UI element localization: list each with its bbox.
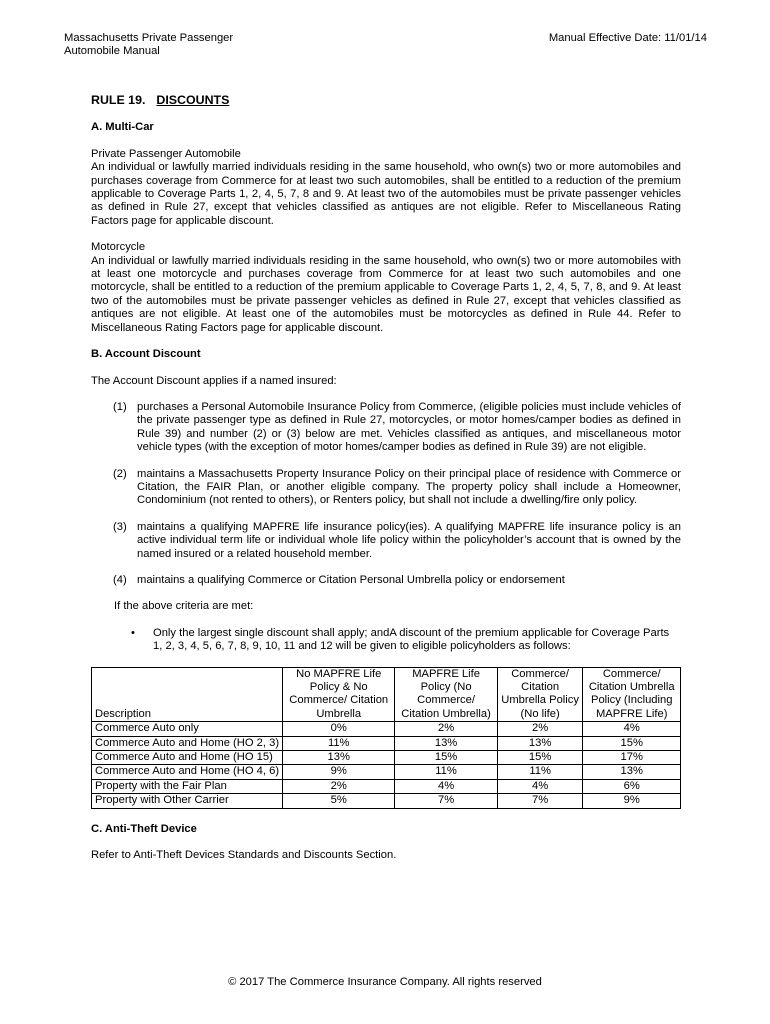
- table-cell: 9%: [583, 794, 681, 808]
- table-cell: 2%: [497, 722, 583, 736]
- table-header-cell: MAPFRE Life Policy (No Commerce/ Citation Umbrella): [395, 667, 497, 722]
- header-left: [64, 32, 233, 59]
- criteria-item-text: maintains a Massachusetts Property Insurance Policy on their principal place of residence with Commerce or Citation, the FAIR Plan, or another eligible company. The property policy shall include a Homeowner, Condominium (not rented to others), or Renters policy, but shall not include a dwelling/fire only policy.: [137, 467, 681, 507]
- table-row: [92, 722, 681, 736]
- table-cell: 15%: [497, 751, 583, 765]
- table-cell: 4%: [395, 779, 497, 793]
- criteria-item-text: purchases a Personal Automobile Insurance Policy from Commerce, (eligible policies must include vehicles of the private passenger type as defined in Rule 27, motorcycles, or motor homes/camper bodies as defined in Rule 39) and number (2) or (3) below are met. Vehicles classified as antiques, and miscellaneous motor vehicle types (with the exception of motor homes/camper bodies as defined in Rule 39) are not eligible.: [137, 400, 681, 454]
- section-a-heading: A. Multi-Car: [91, 121, 154, 134]
- table-cell: 11%: [395, 765, 497, 779]
- table-cell: 6%: [583, 779, 681, 793]
- rule-title: [91, 94, 681, 107]
- table-row: [92, 736, 681, 750]
- table-cell: Commerce Auto and Home (HO 4, 6): [92, 765, 283, 779]
- table-cell: Commerce Auto and Home (HO 15): [92, 751, 283, 765]
- discount-bullet: [131, 627, 681, 654]
- table-cell: 5%: [283, 794, 395, 808]
- table-cell: 15%: [395, 751, 497, 765]
- criteria-item: [113, 468, 681, 508]
- table-cell: 7%: [395, 794, 497, 808]
- header-manual-line1: Massachusetts Private Passenger: [64, 32, 234, 44]
- table-row: [92, 794, 681, 808]
- criteria-item-number: (4): [113, 573, 127, 586]
- table-header-row: [92, 667, 681, 722]
- table-header-cell: No MAPFRE Life Policy & No Commerce/ Citation Umbrella: [283, 667, 395, 722]
- table-cell: 11%: [497, 765, 583, 779]
- criteria-item: [113, 521, 681, 561]
- rule-name: DISCOUNTS: [156, 93, 230, 107]
- footer-copyright: © 2017 The Commerce Insurance Company. All rights reserved: [228, 976, 542, 988]
- table-cell: Property with Other Carrier: [92, 794, 283, 808]
- ppa-heading: Private Passenger Automobile: [91, 147, 241, 160]
- table-cell: 0%: [283, 722, 395, 736]
- table-row: [92, 779, 681, 793]
- motorcycle-heading: Motorcycle: [91, 241, 146, 254]
- ppa-text: An individual or lawfully married individuals residing in the same household, who own(s) two or more automobiles and purchases coverage from Commerce for at least two such automobiles, shall be entitled to a reduction of the premium applicable to Coverage Parts 1, 2, 4, 5, 7, 8 and 9. At least two of the automobiles must be private passenger vehicles as defined in Rule 27, except that vehicles classified as antiques are not eligible. Refer to Miscellaneous Rating Factors page for applicable discount.: [91, 161, 681, 227]
- table-row: [92, 765, 681, 779]
- table-cell: Commerce Auto and Home (HO 2, 3): [92, 736, 283, 750]
- table-cell: 15%: [583, 736, 681, 750]
- rule-number: RULE 19.: [91, 93, 146, 107]
- criteria-item-text: maintains a qualifying Commerce or Citation Personal Umbrella policy or endorsement: [137, 573, 565, 586]
- discount-bullet-text: Only the largest single discount shall apply; andA discount of the premium applicable for Coverage Parts 1, 2, 3, 4, 5, 6, 7, 8, 9, 10, 11 and 12 will be given to eligible policyholders as follows:: [153, 626, 670, 653]
- criteria-item: [113, 574, 681, 587]
- section-b-heading: B. Account Discount: [91, 348, 201, 361]
- criteria-item-number: (2): [113, 467, 127, 480]
- table-cell: 11%: [283, 736, 395, 750]
- table-cell: 4%: [583, 722, 681, 736]
- table-cell: 13%: [395, 736, 497, 750]
- table-header-cell: Description: [92, 667, 283, 722]
- criteria-item-number: (3): [113, 520, 127, 533]
- criteria-item-number: (1): [113, 400, 127, 413]
- header-manual-line2: Automobile Manual: [64, 45, 160, 58]
- table-cell: 4%: [497, 779, 583, 793]
- motorcycle-paragraph: [91, 241, 681, 335]
- criteria-item: [113, 401, 681, 455]
- table-cell: 13%: [283, 751, 395, 765]
- table-cell: 9%: [283, 765, 395, 779]
- document-body: [91, 94, 681, 862]
- table-cell: Property with the Fair Plan: [92, 779, 283, 793]
- table-cell: 17%: [583, 751, 681, 765]
- table-cell: 2%: [283, 779, 395, 793]
- discount-table: [91, 667, 681, 809]
- bullet-icon: •: [131, 626, 135, 639]
- table-cell: 7%: [497, 794, 583, 808]
- table-cell: 13%: [583, 765, 681, 779]
- criteria-met-text: If the above criteria are met:: [114, 600, 254, 613]
- table-cell: 2%: [395, 722, 497, 736]
- table-cell: 13%: [497, 736, 583, 750]
- motorcycle-text: An individual or lawfully married individuals residing in the same household, who own(s) two or more automobiles with at least one motorcycle and purchases coverage from Commerce for at least two such automobiles and one motorcycle, shall be entitled to a reduction of the premium applicable to Coverage Parts 1, 2, 4, 5, 7, 8, and 9. At least two of the automobiles must be private passenger vehicles as defined in Rule 27, except that vehicles classified as antiques are not eligible. At least one of the automobiles must be motorcycles as defined in Rule 44. Refer to Miscellaneous Rating Factors page for applicable discount.: [91, 254, 681, 334]
- table-header-cell: Commerce/ Citation Umbrella Policy (No life): [497, 667, 583, 722]
- section-c-heading: C. Anti-Theft Device: [91, 822, 197, 835]
- account-intro: The Account Discount applies if a named insured:: [91, 374, 337, 387]
- table-row: [92, 751, 681, 765]
- table-header-cell: Commerce/ Citation Umbrella Policy (Including MAPFRE Life): [583, 667, 681, 722]
- ppa-paragraph: [91, 148, 681, 228]
- header-effective-date: Manual Effective Date: 11/01/14: [548, 32, 707, 44]
- criteria-item-text: maintains a qualifying MAPFRE life insurance policy(ies). A qualifying MAPFRE life insurance policy is an active individual term life or individual whole life policy within the policyholder’s account that is owned by the named insured or a related household member.: [137, 520, 681, 560]
- anti-theft-text: Refer to Anti-Theft Devices Standards and Discounts Section.: [91, 849, 397, 862]
- table-cell: Commerce Auto only: [92, 722, 283, 736]
